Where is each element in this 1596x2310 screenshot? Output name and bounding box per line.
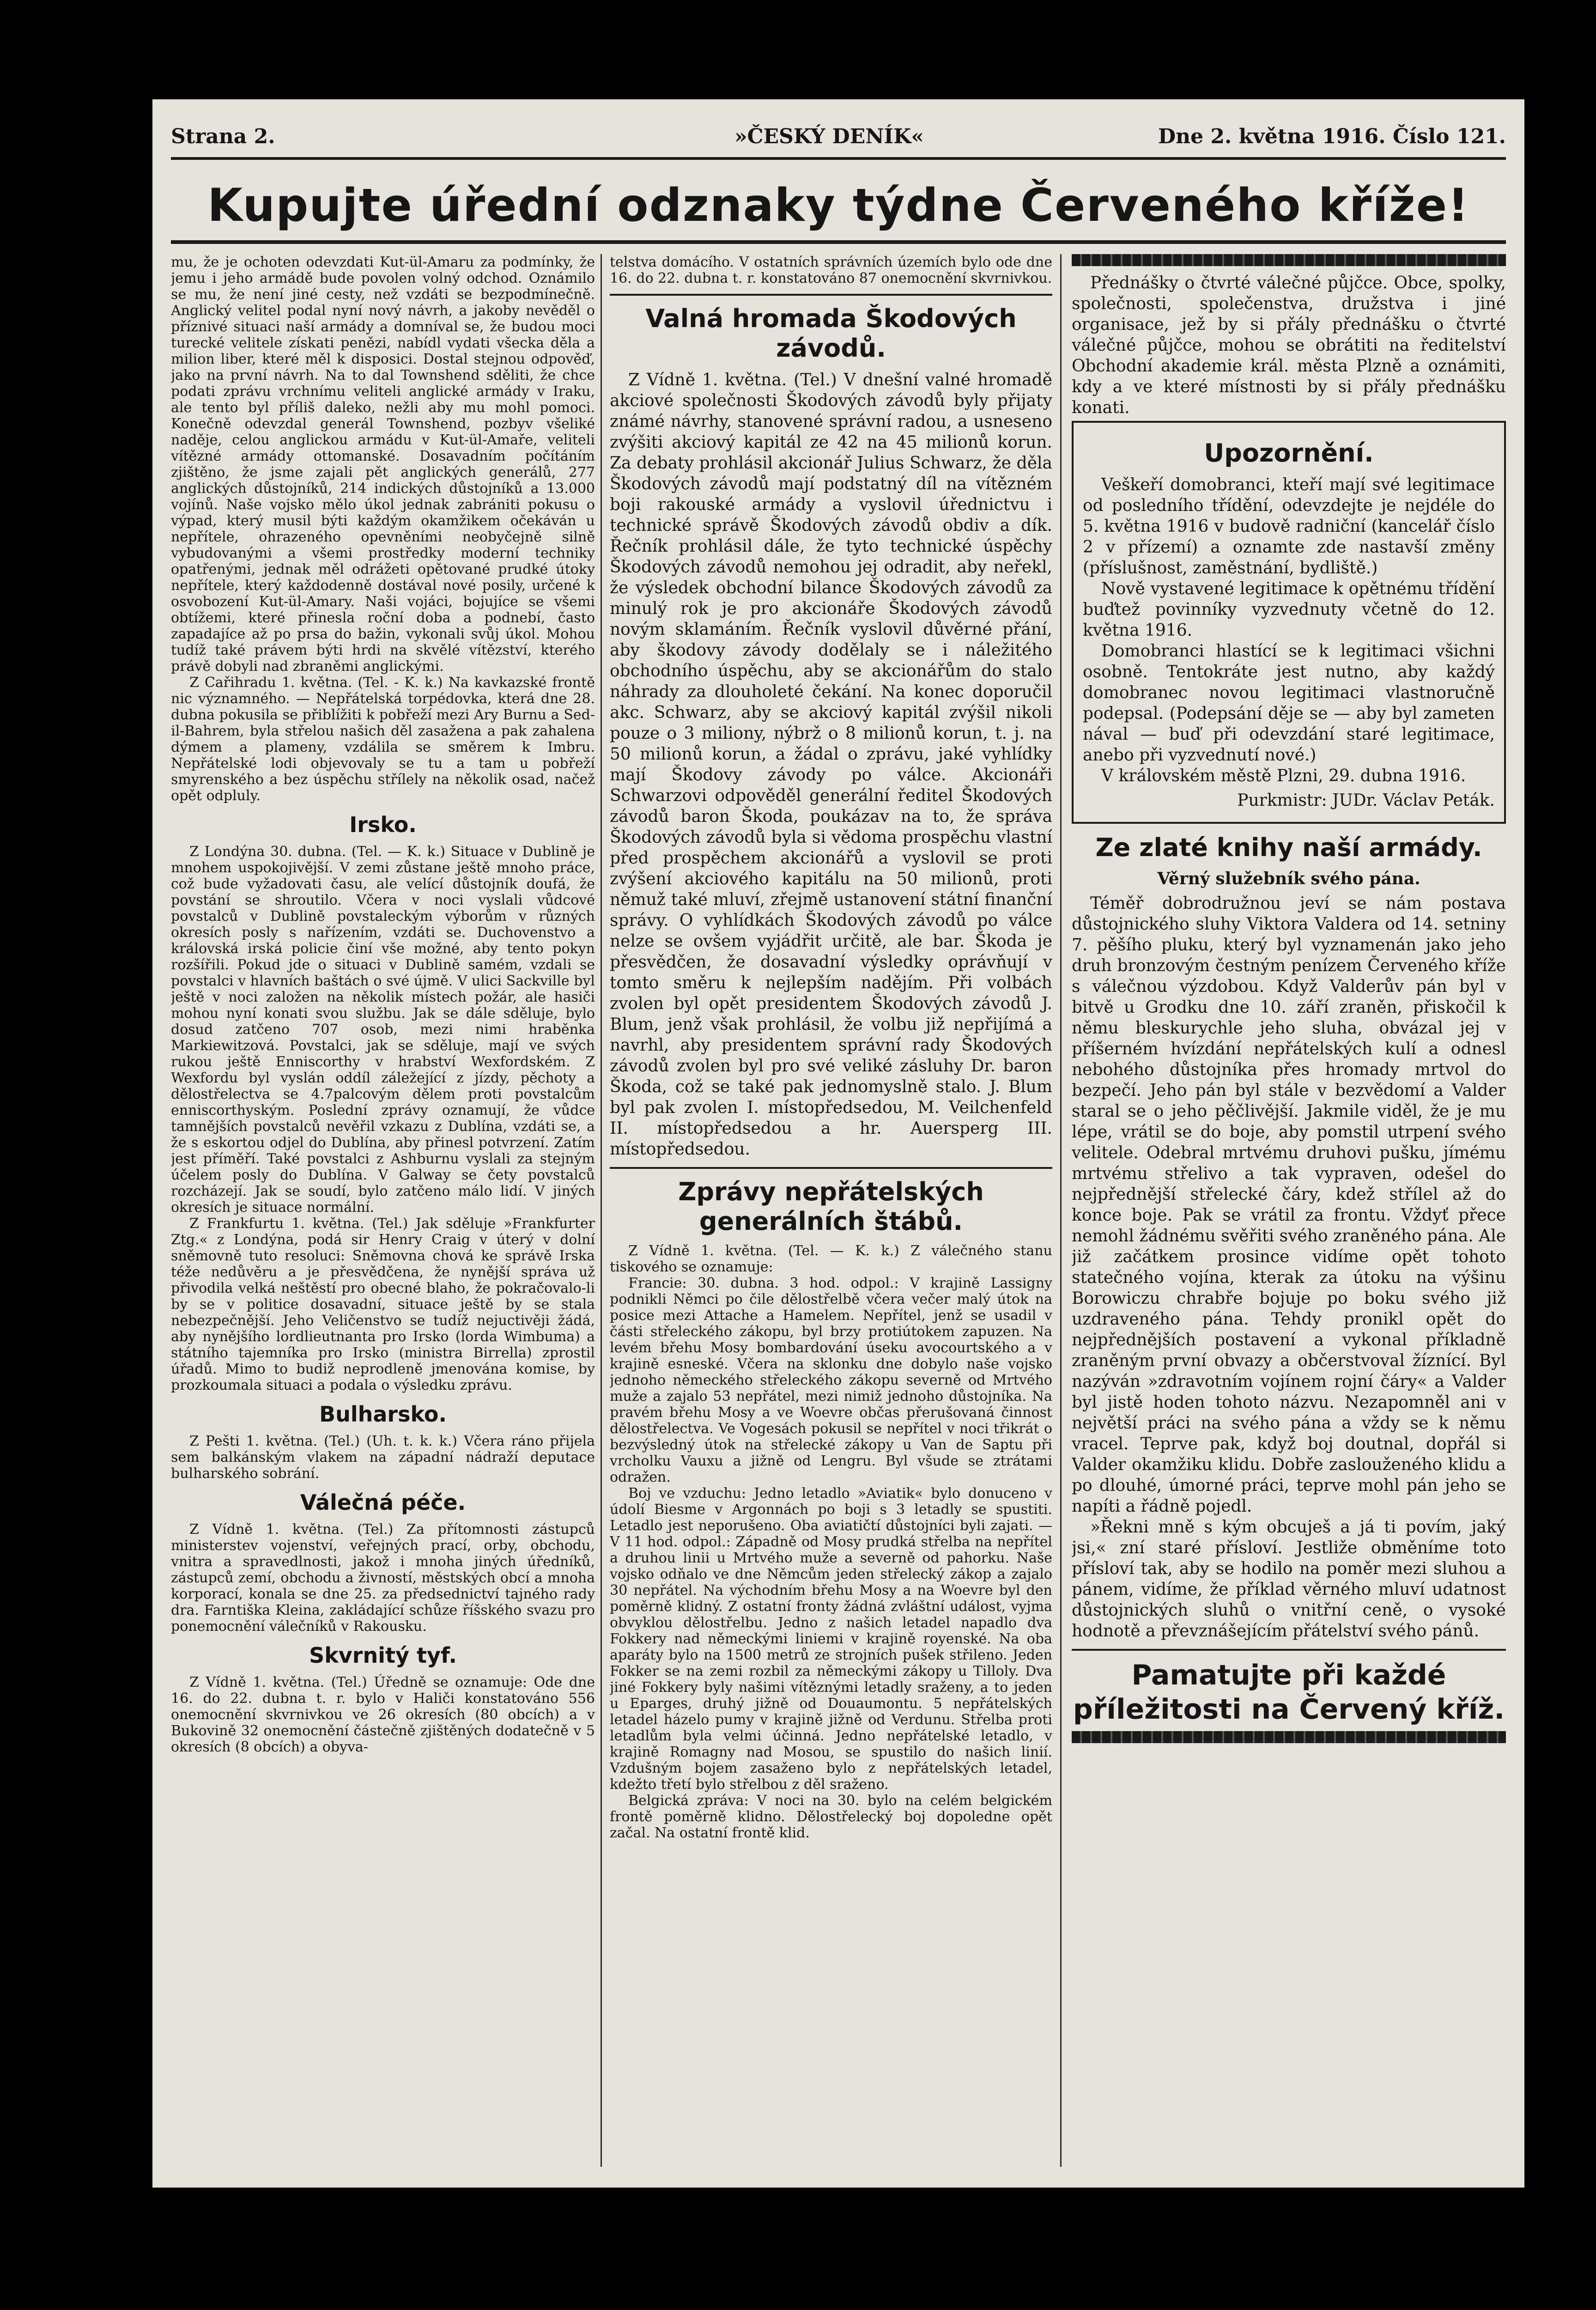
column-left <box>171 254 595 2167</box>
article-text: Z Vídně 1. května. (Tel.) Za přítomnosti zástupců ministerstev vojenství, veřejných prací, orby, obchodu, vnitra a spravedlnosti, jakož i mnoha jiných úředníků, zástupců zemí, obchodu a živností, městských obcí a mnoha korporací, konala se dne 25. za předsednictví tajného rady dra. Farntiška Kleina, zakládající schůze říšského svazu pro ponemocnění válečníků v Rakousku. <box>171 1521 595 1635</box>
section-heading: Skvrnitý tyf. <box>309 1643 457 1668</box>
section-heading: Bulharsko. <box>319 1402 447 1427</box>
dark-band <box>1072 254 1506 266</box>
newspaper-name: »ČESKÝ DENÍK« <box>734 125 924 148</box>
page-number: Strana 2. <box>171 125 275 148</box>
section-heading: Upozornění. <box>1204 438 1374 468</box>
header-rule <box>171 157 1506 160</box>
article-text: Z Frankfurtu 1. května. (Tel.) Jak sděluje »Frankfurter Ztg.« z Londýna, podá sir Henry Craig v úterý v dolní sněmovně tuto resoluci: Sněmovna chová ke správě Irska téže nedůvěru a je přesvědčena, že nynější správa už přivodila velká neštěstí pro obecné blaho, že pokračovalo-li by se v politice dosavadní, situace ještě by se stala nebezpečnější. Jeho Veličenstvo se tudíž nejuctivěji žádá, aby nynějšího lordlieutnanta pro Irsko (lorda Wimbuma) a státního tajemníka pro Irsko (ministra Birrella) zprostil úřadů. Mimo to budiž neprodleně jmenována komise, by prozkoumala situaci a podala o výsledku zprávu. <box>171 1216 595 1393</box>
dark-band <box>1072 1731 1506 1743</box>
newspaper-page <box>152 99 1524 2188</box>
article-text: Z Vídně 1. května. (Tel.) Úředně se oznamuje: Ode dne 16. do 22. dubna t. r. bylo v Haliči konstatováno 556 onemocnění skvrnivkou ve 26 okresích (80 obcích) a v Bukovině 32 onemocnění částečně zjištěných dodatečně v 5 okresích (8 obcích) a obyva- <box>171 1674 595 1755</box>
notice-place-date: V královském městě Plzni, 29. dubna 1916. <box>1101 766 1466 785</box>
page-header <box>171 125 1506 157</box>
section-rule <box>610 294 1052 296</box>
article-text: Belgická zpráva: V noci na 30. bylo na celém belgickém frontě poměrně klidno. Dělostřelecký boj dopoledne opět začal. Na ostatní frontě klid. <box>610 1793 1052 1841</box>
notice-box <box>1072 421 1506 824</box>
section-rule <box>610 1167 1052 1169</box>
article-text: »Řekni mně s kým obcuješ a já ti povím, jaký jsi,« zní staré přísloví. Jestliže obměníme toto přísloví tak, aby se hodilo na poměr mezi sluhou a pánem, vidíme, že příklad věrného mluví udatnost důstojnických sluhů o vnitřní ceně, o vysoké hodnotě a převznášejícím přátelství svého pánů. <box>1072 1518 1506 1641</box>
section-rule <box>1072 1649 1506 1651</box>
column-right <box>1072 254 1506 2167</box>
section-heading: Zprávy nepřátelských generálních štábů. <box>678 1177 984 1236</box>
article-text: Boj ve vzduchu: Jedno letadlo »Aviatik« bylo donuceno v údolí Biesme v Argonnách po boji s 3 letadly se spustiti. Letadlo jest neporušeno. Oba aviatičtí důstojníci byli zajati. — V 11 hod. odpol.: Západně od Mosy prudká střelba na nepřítel a druhou linii u Mrtvého muže a severně od pahorku. Naše vojsko odňalo ve dne Němcům jeden střelecký zákop a zajalo 30 nepřátel. Na východním břehu Mosy a na Woevre byl den poměrně klidný. Z ostatní fronty žádná zvláštní událost, vyjma obvyklou dělostřelbu. Jedno z našich letadel napadlo dva Fokkery nad německými liniemi v krajině royenské. Na oba aparáty bylo na 1500 metrů ze strojních pušek střileno. Jeden Fokker se na zemi rozbil za německými zákopy u Tilloly. Dva jiné Fokkery byly našimi vítěznými letadly sraženy, a to jeden u Eparges, druhý jižně od Douaumontu. 5 nepřátelských letadel házelo pumy v krajině jižně od Verdunu. Střelba proti letadlům byla velmi účinná. Jedno nepřátelské letadlo, v krajině Romagny nad Mosou, se spustilo do našich linií. Vzdušným bojem zasaženo bylo z nepřátelských letadel, kdežto třetí bylo střelbou z děl sraženo. <box>610 1485 1052 1793</box>
section-heading: Valná hromada Škodových závodů. <box>645 304 1017 363</box>
column-middle <box>610 254 1052 2167</box>
banner-rule <box>171 240 1506 244</box>
article-text: Z Pešti 1. května. (Tel.) (Uh. t. k. k.) Včera ráno přijela sem balkánským vlakem na západní nádraží deputace bulharského sobrání. <box>171 1433 595 1482</box>
banner-headline: Kupujte úřední odznaky týdne Červeného kříže! <box>207 179 1469 232</box>
red-cross-appeal: Pamatujte při každé příležitosti na Červený kříž. <box>1073 1659 1505 1726</box>
issue-date: Dne 2. května 1916. Číslo 121. <box>1158 125 1506 148</box>
article-text: Z Vídně 1. května. (Tel.) V dnešní valné hromadě akciové společnosti Škodových závodů byly přijaty známé návrhy, stanovené správní radou, a usneseno zvýšiti akciový kapitál ze 42 na 45 milionů korun. Za debaty prohlásil akcionář Julius Schwarz, že děla Škodových závodů mají podstatný díl na vítězném boji rakouské armády a vyslovil úřednictvu i technické správě Škodových závodů obdiv a dík. Řečník prohlásil dále, že tyto technické úspěchy Škodových závodů nemohou jej odradit, aby neřekl, že výsledek obchodní bilance Škodových závodů za minulý rok je pro akcionáře Škodových závodů novým sklamáním. Řečník vyslovil důvěrné přání, aby škodovy závody dodělaly se i náležitého obchodního úspěchu, aby se akcionářům do stalo náhrady za dlouholeté čekání. Na konec doporučil akc. Schwarz, aby se akciový kapitál zvýšil nikoli pouze o 3 miliony, nýbrž o 8 milionů korun, t. j. na 50 milionů korun, a žádal o zprávu, jaké vyhlídky mají Škodovy závody po válce. Akcionáři Schwarzovi odpověděl generální ředitel Škodových závodů baron Škoda, poukázav na to, že správa Škodových závodů byla si vědoma prospěchu vlastní před prospěchem akcionářů a vyslovil se proti zvýšení akciového kapitálu na 50 milionů, proti němuž také mluví, zřejmě ustanovení státní finanční správy. O vyhlídkách Škodových závodů po válce nelze se ovšem vyjádřit určitě, ale bar. Škoda je přesvědčen, že dosavadní výsledky oprávňují v tomto směru k nejlepším nadějím. Při volbách zvolen byl opět presidentem Škodových závodů J. Blum, jenž však prohlásil, že volbu již nepřijímá a navrhl, aby presidentem správní rady Škodových závodů zvolen byl pro své veliké zásluhy Dr. baron Škoda, což se také pak jednomyslně stalo. J. Blum byl pak zvolen I. místopředsedou, M. Veilchenfeld II. místopředsedou a hr. Auersperg III. místopředsedou. <box>610 371 1052 1159</box>
column-divider <box>601 254 602 2167</box>
section-heading: Ze zlaté knihy naší armády. <box>1095 833 1482 862</box>
notice-text: Domobranci hlastící se k legitimaci všichni osobně. Tentokráte jest nutno, aby každý domobranec novou legitimaci vlastnoručně podepsal. (Podepsání děje se — aby byl zameten nával — buď při odevzdání staré legitimace, anebo při vyzvednutí nové.) <box>1083 642 1495 765</box>
article-text: Z Londýna 30. dubna. (Tel. — K. k.) Situace v Dublině je mnohem uspokojivější. V zemi zůstane ještě mnoho práce, což bude vyžadovati času, ale velící důstojník doufá, že povstání se shroutilo. Včera v noci vyslali vůdcové povstalců v Dublině povstaleckým výborům v různých okresích posly s nařízením, vzdáti se. Duchovenstvo a královská irská policie činí vše možné, aby tento pokyn rozšířili. Pokud jde o situaci v Dublině samém, vzdali se povstalci v hlavních baštách o své újmě. V ulici Sackville byl ještě v noci založen na několik místech požár, ale hasiči mohou nyní konati svou službu. Jak se dále sděluje, bylo dosud zatčeno 707 osob, mezi nimi hraběnka Markiewitzová. Povstalci, jak se sděluje, mají ve svých rukou ještě Enniscorthy v hrabství Wexfordském. Z Wexfordu byl vyslán oddíl záležející z jízdy, pěchoty a dělostřelectva se 4.7palcovým dělem proti povstalcům enniscorthyským. Poslední zprávy oznamují, že vůdce tamnějších povstalců nevěřil vzkazu z Dublína, vzdáti se, a že s eskortou odjel do Dublína, aby přinesl potvrzení. Zatím jest příměří. Také povstalci z Ashburnu vyslali za stejným účelem posly do Dublína. V Galway se čety povstalců rozcházejí. Jak se soudí, bylo zatčeno málo lidí. V jiných okresích je situace normální. <box>171 844 595 1216</box>
article-text: Téměř dobrodružnou jeví se nám postava důstojnického sluhy Viktora Valdera od 14. setniny 7. pěšího pluku, který byl vyznamenán jako jeho druh bronzovým čestným penízem Červeného kříže s válečnou výzdobou. Když Valderův pán byl v bitvě u Grodku dne 10. září zraněn, přiskočil k němu bleskurychle jeho sluha, obvázal jej v příšerném hvízdání nepřátelských kulí a odnesl nebohého důstojníka přes hromady mrtvol do bezpečí. Jeho pán byl stále v bezvědomí a Valder staral se o jeho pěčlivější. Jakmile viděl, že je mu lépe, vrátil se do boje, aby pomstil utrpení svého velitele. Odebral mrtvému druhovi pušku, jímému mrtvému střelivo a tak vypraven, odešel do nejpřednější střelecké čáry, kdež střílel až do konce boje. Pak se vrátil za frontu. Vždyť přece nemohl žádnému svěřiti svého zraněného pána. Ale již začátkem prosince vidíme opět tohoto statečného vojína, kterak za útoku na výšinu Borowiczu chrabře bojuje po boku svého již uzdraveného pána. Tehdy pronikl opět do nejpřednějších postavení a vykonal příkladně zraněným první obvazy a občerstvoval žíznící. Byl nazýván »zdravotním vojínem rojní čáry« a Valder byl jistě hoden tohoto názvu. Nezapomněl ani v největší práci na svého pána a vždy se k němu vracel. Teprve pak, když boj doutnal, dopřál si Valder okamžiku klidu. Dobře zaslouženého klidu a po dlouhé, úmorné práci, teprve mohl pán jeho se napíti a řádně pojedl. <box>1072 894 1506 1516</box>
article-text: Francie: 30. dubna. 3 hod. odpol.: V krajině Lassigny podnikli Němci po čile dělostřelbě včera večer malý útok na posice mezi Attache a Hamelem. Nepřítel, jenž se usadil v části střeleckého zákopu, byl brzy protiútokem zapuzen. Na levém břehu Mosy bombardování úseku avocourtského a v krajině esneské. Včera na sklonku dne dobylo naše vojsko jednoho německého střeleckého zákopu severně od Mrtvého muže a zajalo 53 nepřátel, mezi nimiž jednoho důstojníka. Na pravém břehu Mosy a ve Woevre občas přerušovaná činnost dělostřelectva. Ve Vogesách pokusil se nepřítel v noci třikrát o bezvýsledný útok na střelecké zákopy u Van de Saptu při vrcholku Vauxu a jižně od Lengru. Byl všude se ztrátami odražen. <box>610 1275 1052 1485</box>
article-text: Z Cařihradu 1. května. (Tel. - K. k.) Na kavkazské frontě nic významného. — Nepřátelská torpédovka, která dne 28. dubna pokusila se přiblížiti k pobřeží mezi Ary Burnu a Sed-il-Bahrem, byla střelou našich děl zasažena a pak zahalena dýmem a plameny, vzdálila se směrem k Imbru. Nepřátelské lodi objevovaly se tu a tam u pobřeží smyrenského a bez úspěchu střílely na několik osad, načež opět odpluly. <box>171 675 595 804</box>
lecture-notice: Přednášky o čtvrté válečné půjčce. Obce, spolky, společnosti, společenstva, družstva i jiné organisace, jež by si přály přednášku o čtvrté válečné půjčce, mohou se obrátiti na ředitelství Obchodní akademie král. města Plzně a oznámiti, kdy a ve které místnosti by si přály přednášku konati. <box>1072 274 1506 417</box>
section-heading: Válečná péče. <box>300 1490 466 1515</box>
article-text: mu, že je ochoten odevzdati Kut-ül-Amaru za podmínky, že jemu i jeho armádě bude povolen volný odchod. Oznámilo se mu, že není jiné cesty, než vzdáti se bezpodmínečně. Anglický velitel podal nyní nový návrh, a jakoby nevěděl o příznivé situaci naší armády a domníval se, že budou moci turecké velitele získati penězi, nabídl vydati všecka děla a milion liber, které měl k disposici. Dostal stejnou odpověď, jako na první návrh. Na to dal Townshend sděliti, že chce podati zprávu vrchnímu veliteli anglické armády v Iraku, ale tento byl příliš daleko, nežli aby mu mohl pomoci. Konečně odevzdal generál Townshend, pozbyv všeliké naděje, celou anglickou armádu v Kut-ül-Amaře, veliteli vítězné armády ottomanské. Dosavadním počítáním zjištěno, že jsme zajali pět anglických generálů, 277 anglických důstojníků, 214 indických důstojníků a 13.000 vojínů. Naše vojsko mělo úkol jednak zabrániti pokusu o výpad, který musil býti každým okamžikem očekáván u nepřítele, ohrazeného opevněními neobyčejně silně vybudovanými a všemi prostředky moderní techniky opatřenými, jednak měl odrážeti opětované prudké útoky nepřítele, který každodenně dostával nové posily, určené k osvobození Kut-ül-Amary. Naši vojáci, bojujíce se všemi obtížemi, které přinesla roční doba a podnebí, často zapadajíce až po prsa do bažin, vykonali svůj úkol. Mohou tudíž také právem býti hrdi na skvělé vítězství, kterého právě dobyli nad zbraněmi anglickými. <box>171 254 595 675</box>
section-heading: Irsko. <box>349 812 417 837</box>
article-text: Z Vídně 1. května. (Tel. — K. k.) Z válečného stanu tiskového se oznamuje: <box>610 1243 1052 1275</box>
column-divider <box>1060 254 1062 2167</box>
notice-text: Veškeří domobranci, kteří mají své legitimace od posledního třídění, odevzdejte je nejdéle do 5. května 1916 v budově radniční (kancelář číslo 2 v přízemí) a oznamte zde nastavší změny (příslušnost, zaměstnání, bydliště.) <box>1083 475 1495 578</box>
article-subtitle: Věrný služebník svého pána. <box>1157 869 1420 888</box>
article-text: telstva domácího. V ostatních správních územích bylo ode dne 16. do 22. dubna t. r. konstatováno 87 onemocnění skvrnivkou. <box>610 254 1052 286</box>
signature: Purkmistr: JUDr. Václav Peták. <box>1237 791 1495 810</box>
notice-text: Nově vystavené legitimace k opětnému třídění buďtež povinníky vyzvednuty včetně do 12. května 1916. <box>1083 579 1495 640</box>
